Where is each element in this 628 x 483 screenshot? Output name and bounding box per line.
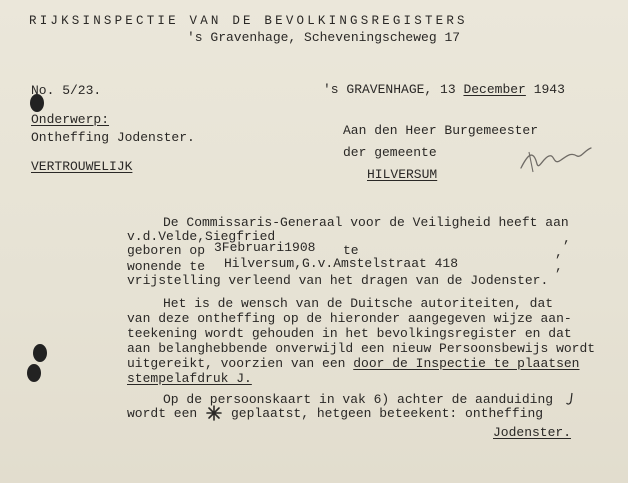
subject-label: Onderwerp: (31, 112, 110, 127)
classification-label: VERTROUWELIJK (31, 159, 133, 174)
dateline (323, 82, 565, 97)
body-p2-line5a: uitgereikt, voorzien van een (127, 356, 354, 371)
body-name: v.d.Velde,Siegfried (127, 229, 276, 244)
body-p2-line5b: door de Inspectie te plaatsen (353, 356, 580, 371)
body-p2-line1: Het is de wensch van de Duitsche autoriteiten, dat (163, 296, 554, 311)
body-p2-line6: stempelafdruk J. (127, 371, 252, 386)
body-p2-line4: aan belanghebbende onverwijld een nieuw Persoonsbewijs wordt (127, 341, 596, 356)
j-mark-icon (565, 391, 575, 407)
addressee-city: HILVERSUM (367, 167, 438, 182)
body-p3-line2b: geplaatst, hetgeen beteekent: ontheffing (231, 406, 544, 421)
body-p1-line1: De Commissaris-Generaal voor de Veiligheid heeft aan (163, 215, 569, 230)
letterhead-address: 's Gravenhage, Scheveningscheweg 17 (187, 30, 461, 45)
punch-hole-bottom (27, 364, 41, 382)
body-born-label: geboren op (127, 243, 206, 258)
date-month: December (463, 82, 526, 97)
body-p1-last: vrijstelling verleend van het dragen van de Jodenster. (127, 273, 549, 288)
body-comma-1: , (563, 231, 571, 246)
body-p3-line2a: wordt een (127, 406, 198, 421)
punch-hole-mid (33, 344, 47, 362)
body-p2-line2: van deze ontheffing op de hieronder aangegeven wijze aan- (127, 311, 572, 326)
addressee-line1: Aan den Heer Burgemeester (343, 123, 539, 138)
body-born-date: 3Februari1908 (214, 240, 316, 255)
subject-text: Ontheffing Jodenster. (31, 130, 195, 145)
body-p3-line3: Jodenster. (493, 425, 572, 440)
handwritten-initials (515, 138, 595, 178)
body-residence-label: wonende te (127, 259, 206, 274)
date-day: 13 (440, 82, 456, 97)
body-comma-3: , (555, 259, 563, 274)
body-p2-line3: teekening wordt gehouden in het bevolkingsregister en dat (127, 326, 572, 341)
letterhead-title: RIJKSINSPECTIE VAN DE BEVOLKINGSREGISTERS (29, 14, 468, 28)
date-place: 's GRAVENHAGE, (323, 82, 433, 97)
body-residence: Hilversum,G.v.Amstelstraat 418 (224, 256, 459, 271)
body-born-place-label: te (343, 243, 359, 258)
reference-number: No. 5/23. (31, 83, 102, 98)
body-p2-line5 (127, 356, 580, 371)
body-p3-line1: Op de persoonskaart in vak 6) achter de aanduiding (163, 392, 554, 407)
addressee-line2: der gemeente (343, 145, 437, 160)
asterisk-stamp-icon (205, 404, 223, 422)
date-year: 1943 (533, 82, 565, 97)
body-comma-2: , (555, 245, 563, 260)
